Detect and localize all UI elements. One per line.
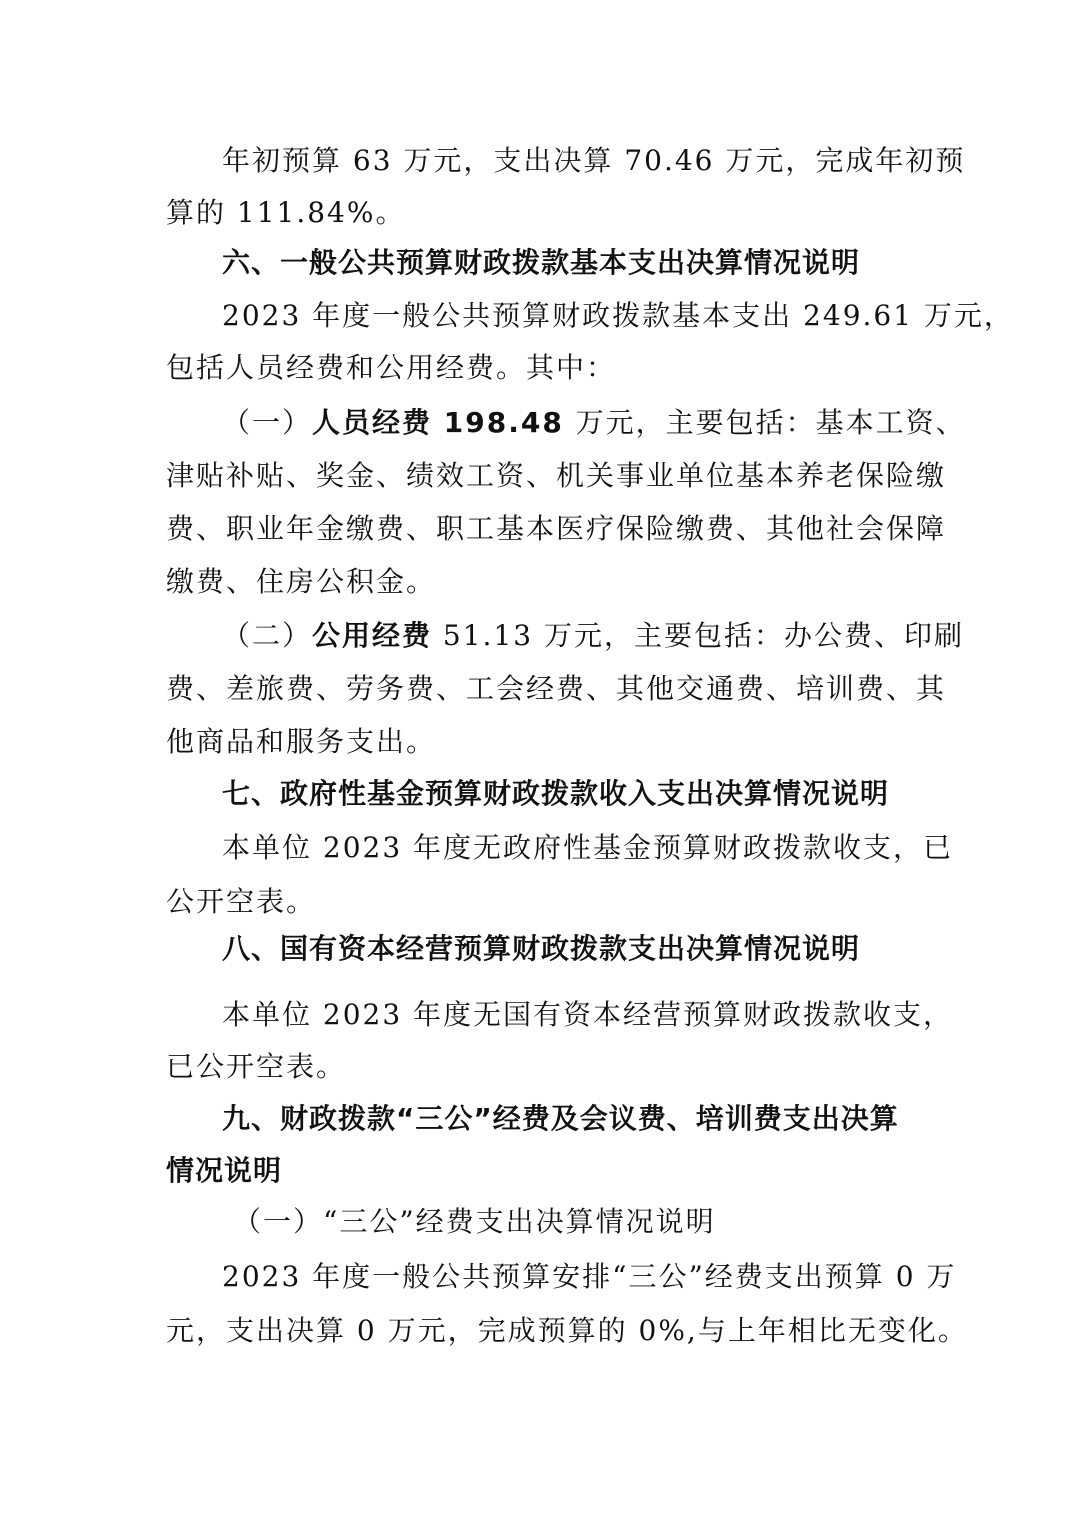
paragraph-line: 已公开空表。 <box>166 1050 347 1083</box>
list-prefix: （二） <box>222 619 313 652</box>
paragraph-line: 算的 111.84%。 <box>166 196 406 229</box>
paragraph-line: 津贴补贴、奖金、绩效工资、机关事业单位基本养老保险缴 <box>166 459 947 492</box>
paragraph-line: 元，支出决算 0 万元，完成预算的 0%,与上年相比无变化。 <box>166 1314 968 1347</box>
list-prefix: （一） <box>222 406 313 439</box>
paragraph-line: 费、职业年金缴费、职工基本医疗保险缴费、其他社会保障 <box>166 512 947 545</box>
paragraph-line: 缴费、住房公积金。 <box>166 565 437 598</box>
section-heading-9: 九、财政拨款“三公”经费及会议费、培训费支出决算 <box>222 1102 899 1135</box>
section-heading-6: 六、一般公共预算财政拨款基本支出决算情况说明 <box>222 246 861 279</box>
bold-term: 人员经费 <box>312 406 433 439</box>
subsection-heading: （一）“三公”经费支出决算情况说明 <box>233 1205 716 1238</box>
paragraph-line: 公开空表。 <box>166 885 317 918</box>
paragraph-line <box>222 618 964 654</box>
bold-amount: 198.48 <box>432 406 576 439</box>
paragraph-line <box>222 405 966 441</box>
paragraph-text: 51.13 万元，主要包括：办公费、印刷 <box>432 619 964 652</box>
paragraph-text: 万元，主要包括：基本工资、 <box>575 406 966 439</box>
paragraph-line: 本单位 2023 年度无政府性基金预算财政拨款收支，已 <box>222 831 954 864</box>
paragraph-line: 本单位 2023 年度无国有资本经营预算财政拨款收支， <box>222 998 954 1031</box>
bold-term: 公用经费 <box>312 619 433 652</box>
paragraph-line: 年初预算 63 万元，支出决算 70.46 万元，完成年初预 <box>222 144 966 177</box>
paragraph-line: 费、差旅费、劳务费、工会经费、其他交通费、培训费、其 <box>166 672 947 705</box>
section-heading-7: 七、政府性基金预算财政拨款收入支出决算情况说明 <box>222 777 890 810</box>
paragraph-line: 2023 年度一般公共预算财政拨款基本支出 249.61 万元， <box>222 299 1014 332</box>
paragraph-line: 包括人员经费和公用经费。其中： <box>166 351 617 384</box>
section-heading-8: 八、国有资本经营预算财政拨款支出决算情况说明 <box>222 932 861 965</box>
paragraph-line: 2023 年度一般公共预算安排“三公”经费支出预算 0 万 <box>222 1260 957 1293</box>
section-heading-9-cont: 情况说明 <box>166 1154 283 1187</box>
paragraph-line: 他商品和服务支出。 <box>166 725 437 758</box>
